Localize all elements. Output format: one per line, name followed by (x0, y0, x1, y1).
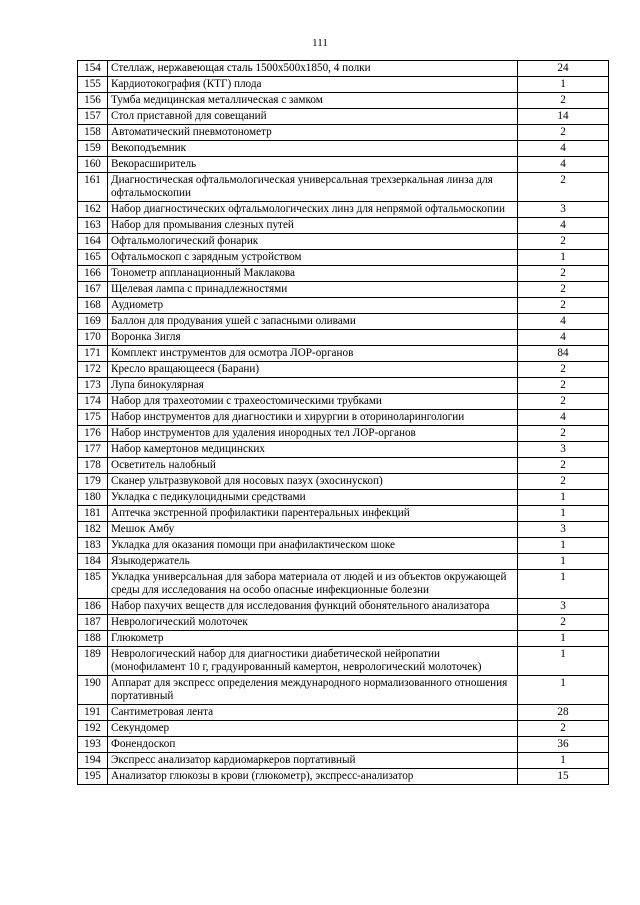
item-name: Воронка Зигля (108, 330, 518, 346)
row-number: 179 (78, 474, 108, 490)
item-quantity: 1 (518, 506, 609, 522)
table-row (78, 314, 609, 330)
item-quantity: 36 (518, 737, 609, 753)
item-name: Экспресс анализатор кардиомаркеров портативный (108, 753, 518, 769)
item-name: Лупа бинокулярная (108, 378, 518, 394)
item-name: Векорасширитель (108, 157, 518, 173)
row-number: 158 (78, 125, 108, 141)
row-number: 195 (78, 769, 108, 785)
table-row (78, 298, 609, 314)
item-name: Офтальмоскоп с зарядным устройством (108, 250, 518, 266)
table-row (78, 705, 609, 721)
row-number: 167 (78, 282, 108, 298)
table-row (78, 538, 609, 554)
item-name: Набор инструментов для диагностики и хирургии в оториноларингологии (108, 410, 518, 426)
row-number: 174 (78, 394, 108, 410)
item-quantity: 3 (518, 202, 609, 218)
item-name: Неврологический набор для диагностики диабетической нейропатии (монофиламент 10 г, градуированный камертон, неврологический молоточек) (108, 647, 518, 676)
item-quantity: 3 (518, 522, 609, 538)
item-quantity: 2 (518, 474, 609, 490)
table-row (78, 157, 609, 173)
row-number: 171 (78, 346, 108, 362)
item-quantity: 1 (518, 538, 609, 554)
item-name: Осветитель налобный (108, 458, 518, 474)
table-row (78, 173, 609, 202)
item-name: Аптечка экстренной профилактики парентеральных инфекций (108, 506, 518, 522)
item-name: Сканер ультразвуковой для носовых пазух (эхосинускоп) (108, 474, 518, 490)
item-quantity: 15 (518, 769, 609, 785)
item-name: Секундомер (108, 721, 518, 737)
item-quantity: 2 (518, 125, 609, 141)
table-row (78, 458, 609, 474)
item-quantity: 84 (518, 346, 609, 362)
item-name: Мешок Амбу (108, 522, 518, 538)
row-number: 154 (78, 61, 108, 77)
item-quantity: 1 (518, 753, 609, 769)
table-row (78, 426, 609, 442)
row-number: 193 (78, 737, 108, 753)
item-quantity: 4 (518, 218, 609, 234)
row-number: 194 (78, 753, 108, 769)
item-quantity: 2 (518, 234, 609, 250)
row-number: 165 (78, 250, 108, 266)
row-number: 181 (78, 506, 108, 522)
item-name: Тонометр аппланационный Маклакова (108, 266, 518, 282)
item-quantity: 2 (518, 266, 609, 282)
item-name: Анализатор глюкозы в крови (глюкометр), экспресс-анализатор (108, 769, 518, 785)
item-quantity: 1 (518, 490, 609, 506)
item-quantity: 4 (518, 141, 609, 157)
row-number: 169 (78, 314, 108, 330)
table-row (78, 362, 609, 378)
table-row (78, 615, 609, 631)
item-name: Глюкометр (108, 631, 518, 647)
item-quantity: 4 (518, 330, 609, 346)
item-quantity: 3 (518, 599, 609, 615)
row-number: 190 (78, 676, 108, 705)
row-number: 185 (78, 570, 108, 599)
table-row (78, 266, 609, 282)
row-number: 183 (78, 538, 108, 554)
item-name: Набор для промывания слезных путей (108, 218, 518, 234)
table-row (78, 61, 609, 77)
item-name: Аппарат для экспресс определения международного нормализованного отношения портативный (108, 676, 518, 705)
table-row (78, 570, 609, 599)
page-number: 111 (312, 37, 328, 49)
item-quantity: 2 (518, 378, 609, 394)
table-row (78, 442, 609, 458)
item-name: Набор для трахеотомии с трахеостомическими трубками (108, 394, 518, 410)
item-name: Стол приставной для совещаний (108, 109, 518, 125)
item-quantity: 1 (518, 570, 609, 599)
table-row (78, 394, 609, 410)
item-quantity: 2 (518, 93, 609, 109)
table-row (78, 676, 609, 705)
table-row (78, 737, 609, 753)
table-row (78, 234, 609, 250)
table-row (78, 330, 609, 346)
item-quantity: 4 (518, 157, 609, 173)
row-number: 191 (78, 705, 108, 721)
item-name: Укладка универсальная для забора материала от людей и из объектов окружающей среды для исследования на особо опасные инфекционные болезни (108, 570, 518, 599)
item-quantity: 2 (518, 426, 609, 442)
item-quantity: 2 (518, 394, 609, 410)
table-row (78, 721, 609, 737)
row-number: 173 (78, 378, 108, 394)
table-row (78, 599, 609, 615)
equipment-table (77, 60, 609, 785)
row-number: 187 (78, 615, 108, 631)
item-quantity: 2 (518, 458, 609, 474)
table-row (78, 77, 609, 93)
item-quantity: 1 (518, 77, 609, 93)
row-number: 180 (78, 490, 108, 506)
row-number: 172 (78, 362, 108, 378)
item-name: Аудиометр (108, 298, 518, 314)
row-number: 162 (78, 202, 108, 218)
table-row (78, 282, 609, 298)
row-number: 177 (78, 442, 108, 458)
row-number: 166 (78, 266, 108, 282)
item-name: Укладка для оказания помощи при анафилактическом шоке (108, 538, 518, 554)
item-name: Набор камертонов медицинских (108, 442, 518, 458)
item-name: Щелевая лампа с принадлежностями (108, 282, 518, 298)
item-quantity: 2 (518, 615, 609, 631)
item-quantity: 2 (518, 721, 609, 737)
table-row (78, 490, 609, 506)
row-number: 155 (78, 77, 108, 93)
table-row (78, 125, 609, 141)
item-name: Офтальмологический фонарик (108, 234, 518, 250)
item-name: Набор диагностических офтальмологических линз для непрямой офтальмоскопии (108, 202, 518, 218)
item-quantity: 1 (518, 250, 609, 266)
item-name: Автоматический пневмотонометр (108, 125, 518, 141)
row-number: 160 (78, 157, 108, 173)
row-number: 176 (78, 426, 108, 442)
row-number: 159 (78, 141, 108, 157)
table-row (78, 202, 609, 218)
item-quantity: 2 (518, 282, 609, 298)
row-number: 161 (78, 173, 108, 202)
row-number: 175 (78, 410, 108, 426)
row-number: 168 (78, 298, 108, 314)
item-name: Кресло вращающееся (Барани) (108, 362, 518, 378)
item-quantity: 14 (518, 109, 609, 125)
row-number: 184 (78, 554, 108, 570)
row-number: 188 (78, 631, 108, 647)
item-name: Укладка с педикулоцидными средствами (108, 490, 518, 506)
item-name: Диагностическая офтальмологическая универсальная трехзеркальная линза для офтальмоскопии (108, 173, 518, 202)
table-row (78, 647, 609, 676)
row-number: 192 (78, 721, 108, 737)
item-quantity: 28 (518, 705, 609, 721)
item-quantity: 2 (518, 362, 609, 378)
row-number: 170 (78, 330, 108, 346)
item-quantity: 4 (518, 410, 609, 426)
table-row (78, 631, 609, 647)
item-name: Сантиметровая лента (108, 705, 518, 721)
table-row (78, 250, 609, 266)
row-number: 178 (78, 458, 108, 474)
item-quantity: 4 (518, 314, 609, 330)
table-row (78, 522, 609, 538)
item-name: Набор инструментов для удаления инородных тел ЛОР-органов (108, 426, 518, 442)
table-row (78, 554, 609, 570)
table-row (78, 141, 609, 157)
item-name: Фонендоскоп (108, 737, 518, 753)
table-row (78, 753, 609, 769)
row-number: 164 (78, 234, 108, 250)
item-quantity: 2 (518, 298, 609, 314)
item-name: Кардиотокография (КТГ) плода (108, 77, 518, 93)
item-name: Языкодержатель (108, 554, 518, 570)
equipment-table-body (78, 61, 609, 785)
item-quantity: 2 (518, 173, 609, 202)
row-number: 186 (78, 599, 108, 615)
row-number: 163 (78, 218, 108, 234)
item-name: Баллон для продувания ушей с запасными оливами (108, 314, 518, 330)
row-number: 189 (78, 647, 108, 676)
item-quantity: 1 (518, 554, 609, 570)
table-row (78, 474, 609, 490)
row-number: 157 (78, 109, 108, 125)
table-row (78, 378, 609, 394)
item-name: Тумба медицинская металлическая с замком (108, 93, 518, 109)
item-quantity: 3 (518, 442, 609, 458)
item-name: Стеллаж, нержавеющая сталь 1500х500х1850, 4 полки (108, 61, 518, 77)
item-name: Комплект инструментов для осмотра ЛОР-органов (108, 346, 518, 362)
item-quantity: 1 (518, 647, 609, 676)
item-name: Неврологический молоточек (108, 615, 518, 631)
row-number: 182 (78, 522, 108, 538)
item-quantity: 1 (518, 676, 609, 705)
table-row (78, 346, 609, 362)
item-quantity: 24 (518, 61, 609, 77)
item-name: Набор пахучих веществ для исследования функций обонятельного анализатора (108, 599, 518, 615)
item-quantity: 1 (518, 631, 609, 647)
row-number: 156 (78, 93, 108, 109)
table-row (78, 506, 609, 522)
table-row (78, 93, 609, 109)
table-row (78, 109, 609, 125)
table-row (78, 769, 609, 785)
table-row (78, 410, 609, 426)
table-row (78, 218, 609, 234)
item-name: Векоподъемник (108, 141, 518, 157)
